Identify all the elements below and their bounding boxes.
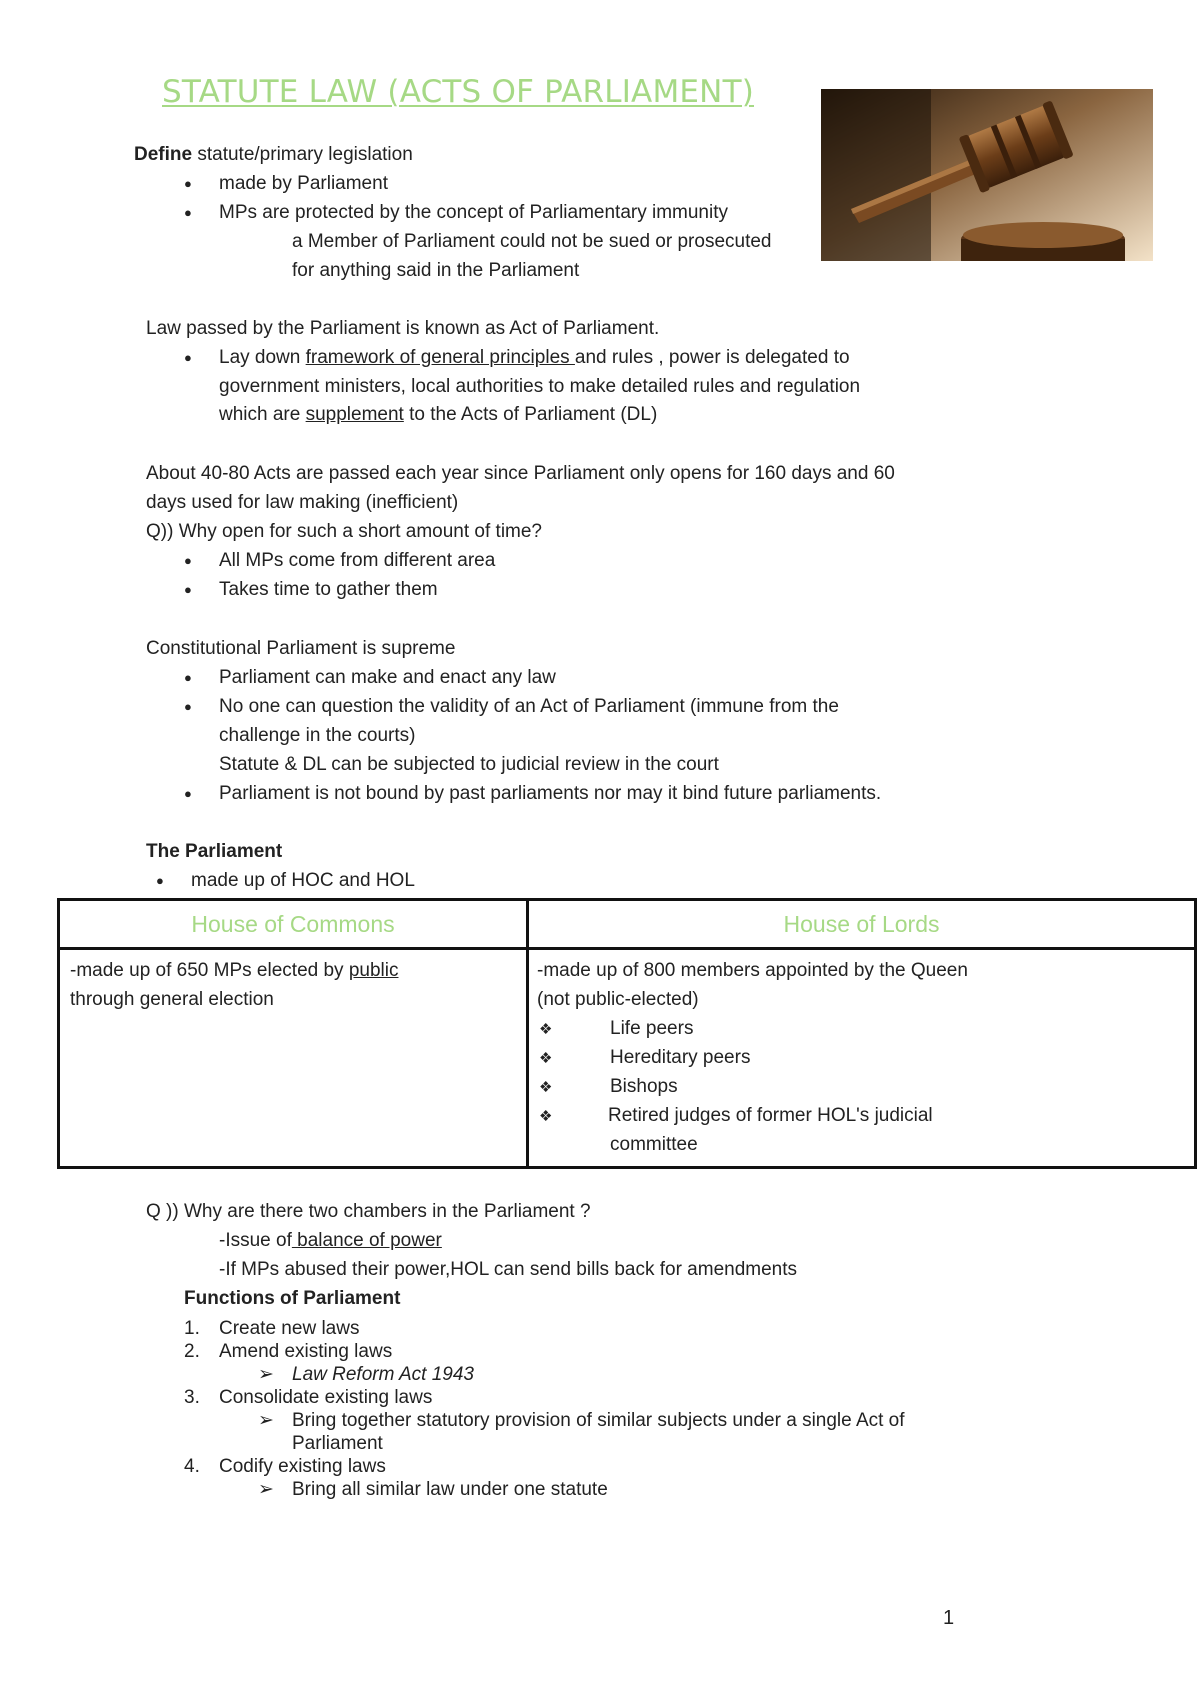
function-item-2: Amend existing laws xyxy=(219,1341,393,1362)
about-bullet-2: Takes time to gather them xyxy=(219,579,438,600)
act-bullet-1 xyxy=(219,347,850,369)
act-b1-pre: Lay down xyxy=(219,347,306,368)
commons-line-2: through general election xyxy=(70,989,274,1010)
diamond-bullet-icon: ❖ xyxy=(539,1108,553,1125)
lords-item-4-line2: committee xyxy=(610,1134,698,1155)
parliament-heading-text: The Parliament xyxy=(146,841,283,862)
supreme-bullet-2-line3: Statute & DL can be subjected to judicial review in the court xyxy=(219,754,719,775)
house-of-lords-cell xyxy=(528,949,1196,1168)
commons-l1-pre: -made up of 650 MPs elected by xyxy=(70,960,349,981)
function-sub-4: Bring all similar law under one statute xyxy=(292,1479,608,1500)
lords-item-3: Bishops xyxy=(610,1076,678,1097)
chambers-question: Q )) Why are there two chambers in the Parliament ? xyxy=(146,1201,591,1222)
house-of-commons-header: House of Commons xyxy=(59,900,528,949)
diamond-bullet-icon: ❖ xyxy=(539,1021,553,1038)
function-number-2: 2. xyxy=(184,1341,200,1362)
bullet-icon: ● xyxy=(184,786,192,801)
lords-line-2: (not public-elected) xyxy=(537,989,699,1010)
bullet-icon: ● xyxy=(156,873,164,888)
house-of-commons-cell xyxy=(59,949,528,1168)
parliament-heading xyxy=(146,841,282,863)
act-b1-l3-post: to the Acts of Parliament (DL) xyxy=(403,404,658,425)
bullet-icon: ● xyxy=(184,205,192,220)
supreme-bullet-2: No one can question the validity of an Act of Parliament (immune from the xyxy=(219,696,839,717)
act-intro: Law passed by the Parliament is known as Act of Parliament. xyxy=(146,318,660,339)
about-question: Q)) Why open for such a short amount of time? xyxy=(146,521,543,542)
commons-line-1 xyxy=(70,960,398,982)
lords-item-1: Life peers xyxy=(610,1018,694,1039)
bullet-icon: ● xyxy=(184,670,192,685)
function-sub-3-line2: Parliament xyxy=(292,1433,383,1454)
houses-table xyxy=(57,898,1197,1169)
lords-item-4: Retired judges of former HOL's judicial xyxy=(608,1105,933,1126)
define-text: statute/primary legislation xyxy=(192,144,413,165)
function-item-3: Consolidate existing laws xyxy=(219,1387,433,1408)
define-line xyxy=(134,144,413,166)
define-label: Define xyxy=(134,144,193,165)
define-sub-1: a Member of Parliament could not be sued or prosecuted xyxy=(292,231,772,252)
about-line-1: About 40-80 Acts are passed each year since Parliament only opens for 160 days and 60 xyxy=(146,463,895,484)
chambers-answer-1 xyxy=(219,1230,442,1252)
lords-item-2: Hereditary peers xyxy=(610,1047,751,1068)
functions-heading-text: Functions of Parliament xyxy=(184,1288,401,1309)
house-of-lords-header: House of Lords xyxy=(528,900,1196,949)
commons-l1-underline: public xyxy=(348,960,399,981)
arrow-bullet-icon: ➢ xyxy=(258,1479,274,1500)
supreme-heading: Constitutional Parliament is supreme xyxy=(146,638,456,659)
bullet-icon: ● xyxy=(184,350,192,365)
function-item-4: Codify existing laws xyxy=(219,1456,386,1477)
lords-line-1: -made up of 800 members appointed by the Queen xyxy=(537,960,968,981)
define-bullet-1: made by Parliament xyxy=(219,173,388,194)
act-b1-l3-underline: supplement xyxy=(305,404,404,425)
supreme-bullet-1: Parliament can make and enact any law xyxy=(219,667,556,688)
bullet-icon: ● xyxy=(184,176,192,191)
define-bullet-2: MPs are protected by the concept of Parliamentary immunity xyxy=(219,202,729,223)
act-bullet-1-line2: government ministers, local authorities to make detailed rules and regulation xyxy=(219,376,861,397)
bullet-icon: ● xyxy=(184,699,192,714)
chambers-a1-pre: -Issue of xyxy=(219,1230,292,1251)
gavel-image xyxy=(821,89,1153,261)
page-number: 1 xyxy=(943,1607,955,1629)
supreme-bullet-2-line2: challenge in the courts) xyxy=(219,725,416,746)
act-b1-post: and rules , power is delegated to xyxy=(574,347,850,368)
function-item-1: Create new laws xyxy=(219,1318,360,1339)
arrow-bullet-icon: ➢ xyxy=(258,1364,274,1385)
arrow-bullet-icon: ➢ xyxy=(258,1410,274,1431)
function-sub-2: Law Reform Act 1943 xyxy=(292,1364,474,1385)
chambers-a1-underline: balance of power xyxy=(291,1230,442,1251)
function-number-3: 3. xyxy=(184,1387,200,1408)
bullet-icon: ● xyxy=(184,553,192,568)
bullet-icon: ● xyxy=(184,582,192,597)
about-bullet-1: All MPs come from different area xyxy=(219,550,496,571)
act-b1-l3-pre: which are xyxy=(219,404,306,425)
function-sub-3-line1: Bring together statutory provision of similar subjects under a single Act of xyxy=(292,1410,905,1431)
about-line-2: days used for law making (inefficient) xyxy=(146,492,459,513)
function-number-4: 4. xyxy=(184,1456,200,1477)
define-sub-2: for anything said in the Parliament xyxy=(292,260,580,281)
chambers-answer-2: -If MPs abused their power,HOL can send bills back for amendments xyxy=(219,1259,798,1280)
functions-heading xyxy=(184,1288,400,1310)
diamond-bullet-icon: ❖ xyxy=(539,1079,553,1096)
act-bullet-1-line3 xyxy=(219,404,657,426)
diamond-bullet-icon: ❖ xyxy=(539,1050,553,1067)
function-number-1: 1. xyxy=(184,1318,200,1339)
supreme-bullet-3: Parliament is not bound by past parliaments nor may it bind future parliaments. xyxy=(219,783,882,804)
parliament-bullet: made up of HOC and HOL xyxy=(191,870,415,891)
act-b1-underline: framework of general principles xyxy=(305,347,575,368)
page-title: STATUTE LAW (ACTS OF PARLIAMENT) xyxy=(162,74,754,110)
